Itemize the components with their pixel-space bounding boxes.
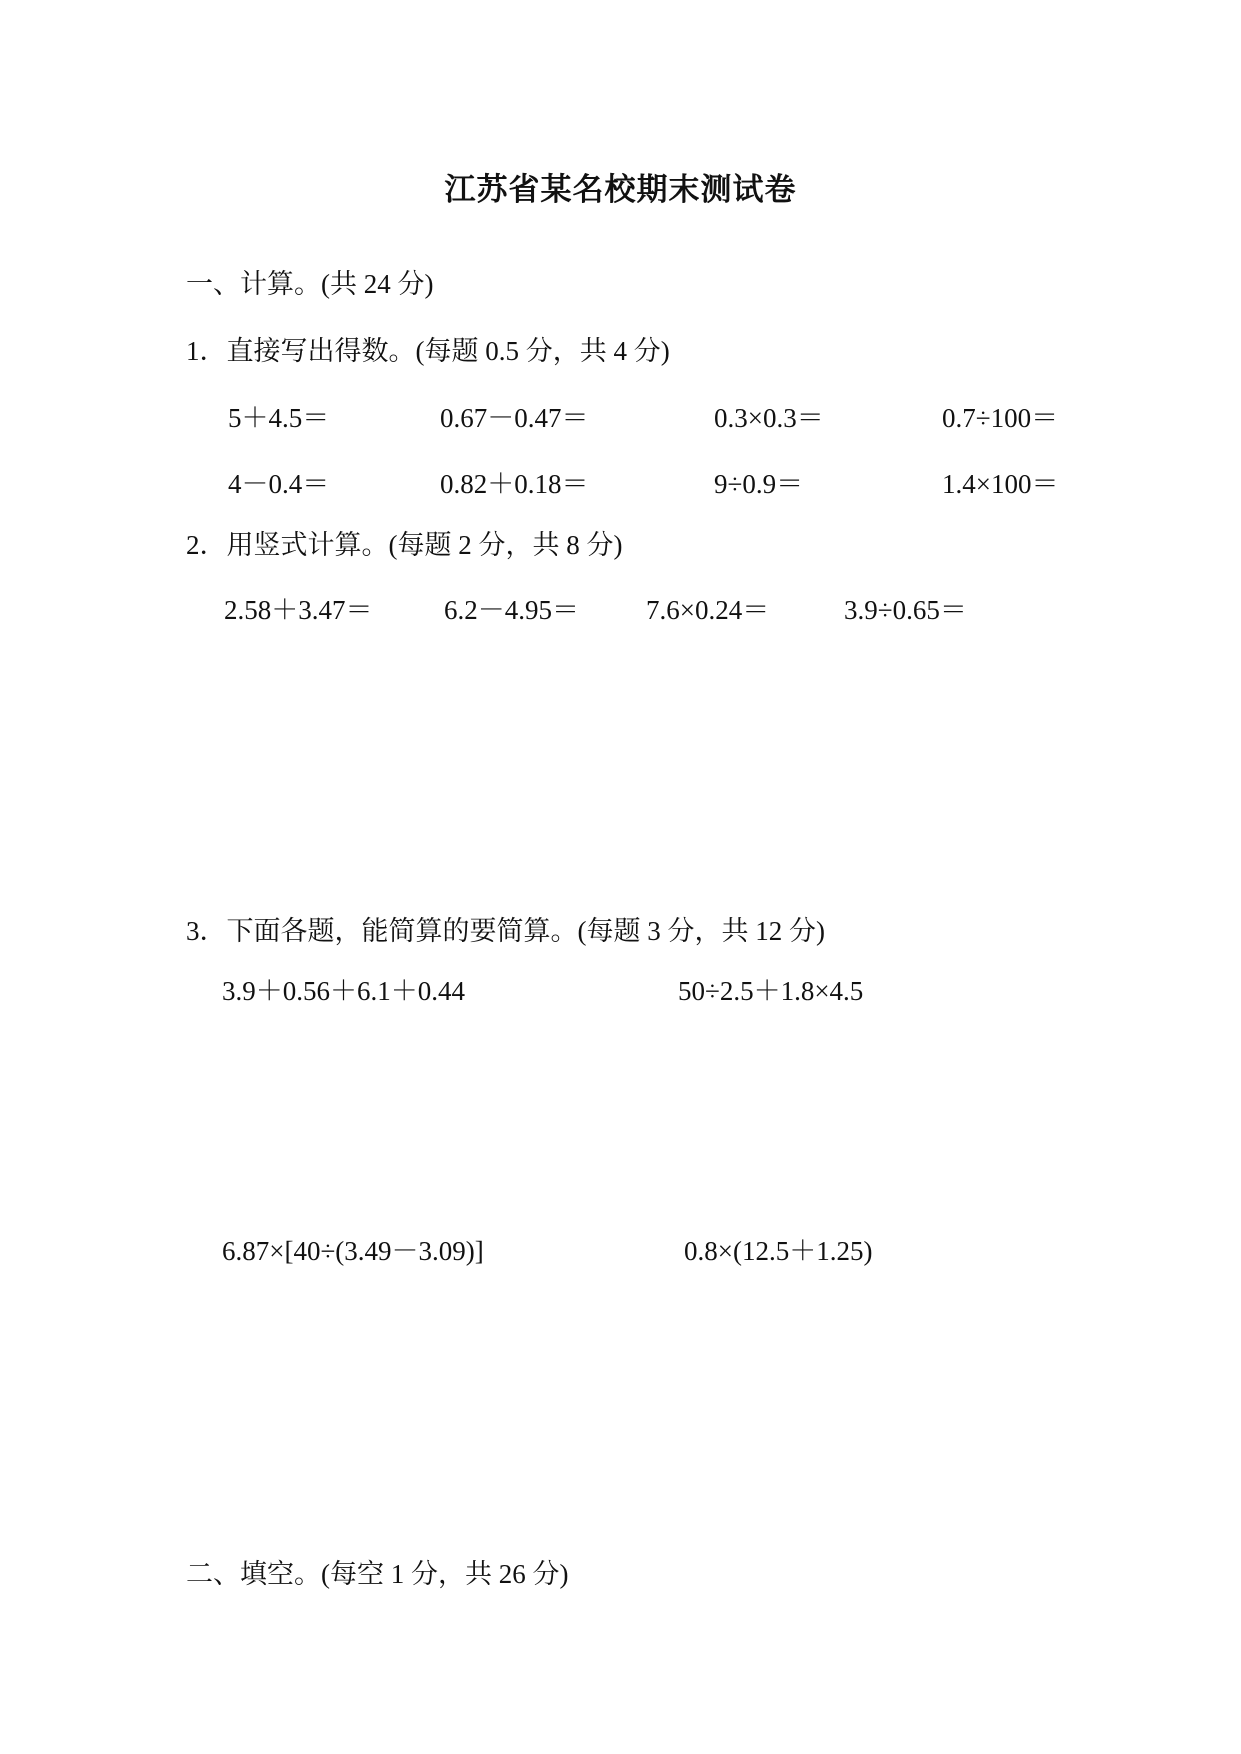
q1-r2-item-1: 4－0.4＝ (228, 469, 330, 499)
question-1-label: 1．直接写出得数。(每题 0.5 分，共 4 分) (186, 336, 670, 366)
q1-r2-item-3: 9÷0.9＝ (714, 469, 804, 499)
q2-item-2: 6.2－4.95＝ (444, 595, 579, 625)
question-2-label: 2．用竖式计算。(每题 2 分，共 8 分) (186, 530, 623, 560)
q1-r1-item-3: 0.3×0.3＝ (714, 403, 824, 433)
q1-r1-item-2: 0.67－0.47＝ (440, 403, 589, 433)
q3-r2-item-1: 6.87×[40÷(3.49－3.09)] (222, 1236, 484, 1266)
q1-r1-item-1: 5＋4.5＝ (228, 403, 330, 433)
q2-item-4: 3.9÷0.65＝ (844, 595, 967, 625)
q3-r1-item-1: 3.9＋0.56＋6.1＋0.44 (222, 976, 465, 1006)
page-title: 江苏省某名校期末测试卷 (444, 172, 797, 208)
section-2-heading: 二、填空。(每空 1 分，共 26 分) (186, 1559, 569, 1589)
q1-r2-item-4: 1.4×100＝ (942, 469, 1059, 499)
q3-r2-item-2: 0.8×(12.5＋1.25) (684, 1236, 873, 1266)
q1-r1-item-4: 0.7÷100＝ (942, 403, 1059, 433)
q1-r2-item-2: 0.82＋0.18＝ (440, 469, 589, 499)
q3-r1-item-2: 50÷2.5＋1.8×4.5 (678, 976, 864, 1006)
question-3-label: 3．下面各题，能简算的要简算。(每题 3 分，共 12 分) (186, 916, 825, 946)
section-1-heading: 一、计算。(共 24 分) (186, 269, 434, 299)
q2-item-3: 7.6×0.24＝ (646, 595, 770, 625)
q2-item-1: 2.58＋3.47＝ (224, 595, 373, 625)
